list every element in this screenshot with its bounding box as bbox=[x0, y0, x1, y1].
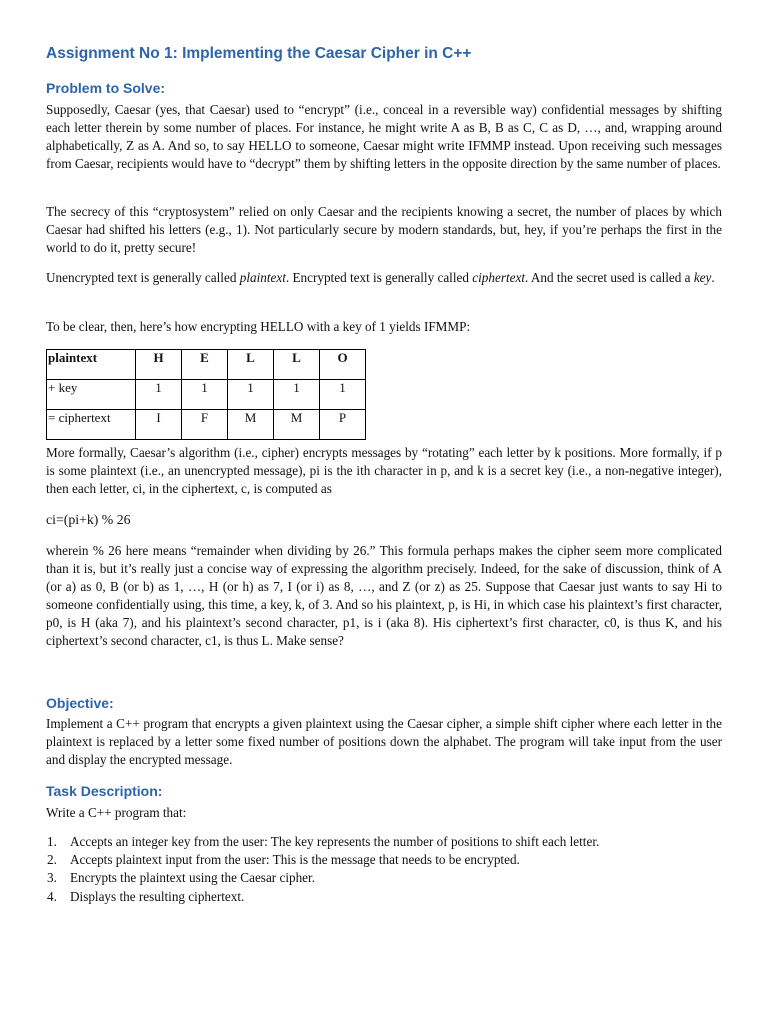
table-cell: L bbox=[274, 350, 320, 380]
table-cell: O bbox=[320, 350, 366, 380]
table-cell: 1 bbox=[274, 380, 320, 410]
encryption-example-table bbox=[46, 349, 366, 440]
table-cell: P bbox=[320, 410, 366, 440]
list-number: 1. bbox=[47, 834, 57, 849]
list-item bbox=[46, 888, 599, 906]
table-cell: 1 bbox=[182, 380, 228, 410]
heading-problem: Problem to Solve: bbox=[46, 80, 166, 96]
terminology-text: . And the secret used is called a bbox=[525, 270, 694, 285]
paragraph-terminology bbox=[46, 269, 722, 287]
paragraph-formal-definition: More formally, Caesar’s algorithm (i.e., cipher) encrypts messages by “rotating” each letter by k positions. More formally, if p is some plaintext (i.e., an unencrypted message), pi is the ith character in p, and k is a secret key (i.e., a non-negative integer), then each letter, ci, in the ciphertext, c, is computed as bbox=[46, 445, 722, 497]
paragraph-caesar-intro: Supposedly, Caesar (yes, that Caesar) used to “encrypt” (i.e., conceal in a reversible way) confidential messages by shifting each letter therein by some number of places. For instance, he might write A as B, B as C, C as D, …, and, wrapping around alphabetically, Z as A. And so, to say HELLO to someone, Caesar might write IFMMP instead. Upon receiving such messages from Caesar, recipients would have to “decrypt” them by shifting letters in the opposite direction by the same number of places. bbox=[46, 102, 722, 172]
heading-task-description: Task Description: bbox=[46, 783, 163, 799]
list-number: 3. bbox=[47, 870, 57, 886]
paragraph-secrecy: The secrecy of this “cryptosystem” relied on only Caesar and the recipients knowing a secret, the number of places by which Caesar had shifted his letters (e.g., 1). Not particularly secure by modern standards, but, hey, if you’re perhaps the first in the world to do it, pretty secure! bbox=[46, 204, 722, 256]
table-cell: E bbox=[182, 350, 228, 380]
terminology-text: . Encrypted text is generally called bbox=[285, 270, 473, 285]
task-steps-list bbox=[46, 833, 599, 906]
list-item-text: Encrypts the plaintext using the Caesar cipher. bbox=[70, 870, 315, 886]
table-row bbox=[47, 350, 366, 380]
list-item bbox=[46, 851, 599, 869]
table-cell: 1 bbox=[228, 380, 274, 410]
terminology-text: . bbox=[711, 270, 715, 285]
list-item-text: Accepts plaintext input from the user: This is the message that needs to be encrypted. bbox=[70, 852, 520, 868]
terminology-text: Unencrypted text is generally called bbox=[46, 270, 240, 285]
cipher-formula: ci=(pi+k) % 26 bbox=[46, 512, 131, 527]
paragraph-example-intro: To be clear, then, here’s how encrypting HELLO with a key of 1 yields IFMMP: bbox=[46, 319, 471, 334]
task-intro: Write a C++ program that: bbox=[46, 805, 187, 820]
table-cell: 1 bbox=[136, 380, 182, 410]
term-plaintext: plaintext bbox=[239, 270, 286, 285]
table-cell: M bbox=[274, 410, 320, 440]
list-item bbox=[46, 833, 599, 851]
table-row bbox=[47, 380, 366, 410]
table-cell: M bbox=[228, 410, 274, 440]
row-label: plaintext bbox=[47, 350, 136, 380]
table-cell: F bbox=[182, 410, 228, 440]
term-ciphertext: ciphertext bbox=[472, 270, 525, 285]
paragraph-objective: Implement a C++ program that encrypts a given plaintext using the Caesar cipher, a simple shift cipher where each letter in the plaintext is replaced by a letter some fixed number of positions down the alphabet. The program will take input from the user and display the encrypted message. bbox=[46, 716, 722, 768]
list-number: 4. bbox=[47, 888, 57, 904]
term-key: key bbox=[693, 270, 712, 285]
table-cell: I bbox=[136, 410, 182, 440]
table-cell: 1 bbox=[320, 380, 366, 410]
paragraph-formula-explanation: wherein % 26 here means “remainder when dividing by 26.” This formula perhaps makes the cipher seem more complicated than it is, but it’s really just a concise way of expressing the algorithm precisely. Indeed, for the sake of discussion, think of A (or a) as 0, B (or b) as 1, …, H (or h) as 7, I (or i) as 8, …, and Z (or z) as 25. Suppose that Caesar just wants to say Hi to someone confidentially using, this time, a key, k, of 3. And so his plaintext, p, is Hi, in which case his plaintext’s first character, p0, is H (aka 7), and his plaintext’s second character, p1, is i (aka 8). His ciphertext’s first character, c0, is thus K, and his ciphertext’s second character, c1, is thus L. Make sense? bbox=[46, 543, 722, 649]
list-item-text: Accepts an integer key from the user: The key represents the number of positions to shift each letter. bbox=[70, 834, 600, 849]
heading-objective: Objective: bbox=[46, 695, 114, 711]
row-label: = ciphertext bbox=[47, 410, 136, 440]
list-item-text: Displays the resulting ciphertext. bbox=[70, 888, 245, 904]
table-row bbox=[47, 410, 366, 440]
list-number: 2. bbox=[47, 852, 57, 868]
table-cell: H bbox=[136, 350, 182, 380]
document-title: Assignment No 1: Implementing the Caesar Cipher in C++ bbox=[46, 45, 472, 62]
list-item bbox=[46, 869, 599, 887]
row-label: + key bbox=[47, 380, 136, 410]
table-cell: L bbox=[228, 350, 274, 380]
